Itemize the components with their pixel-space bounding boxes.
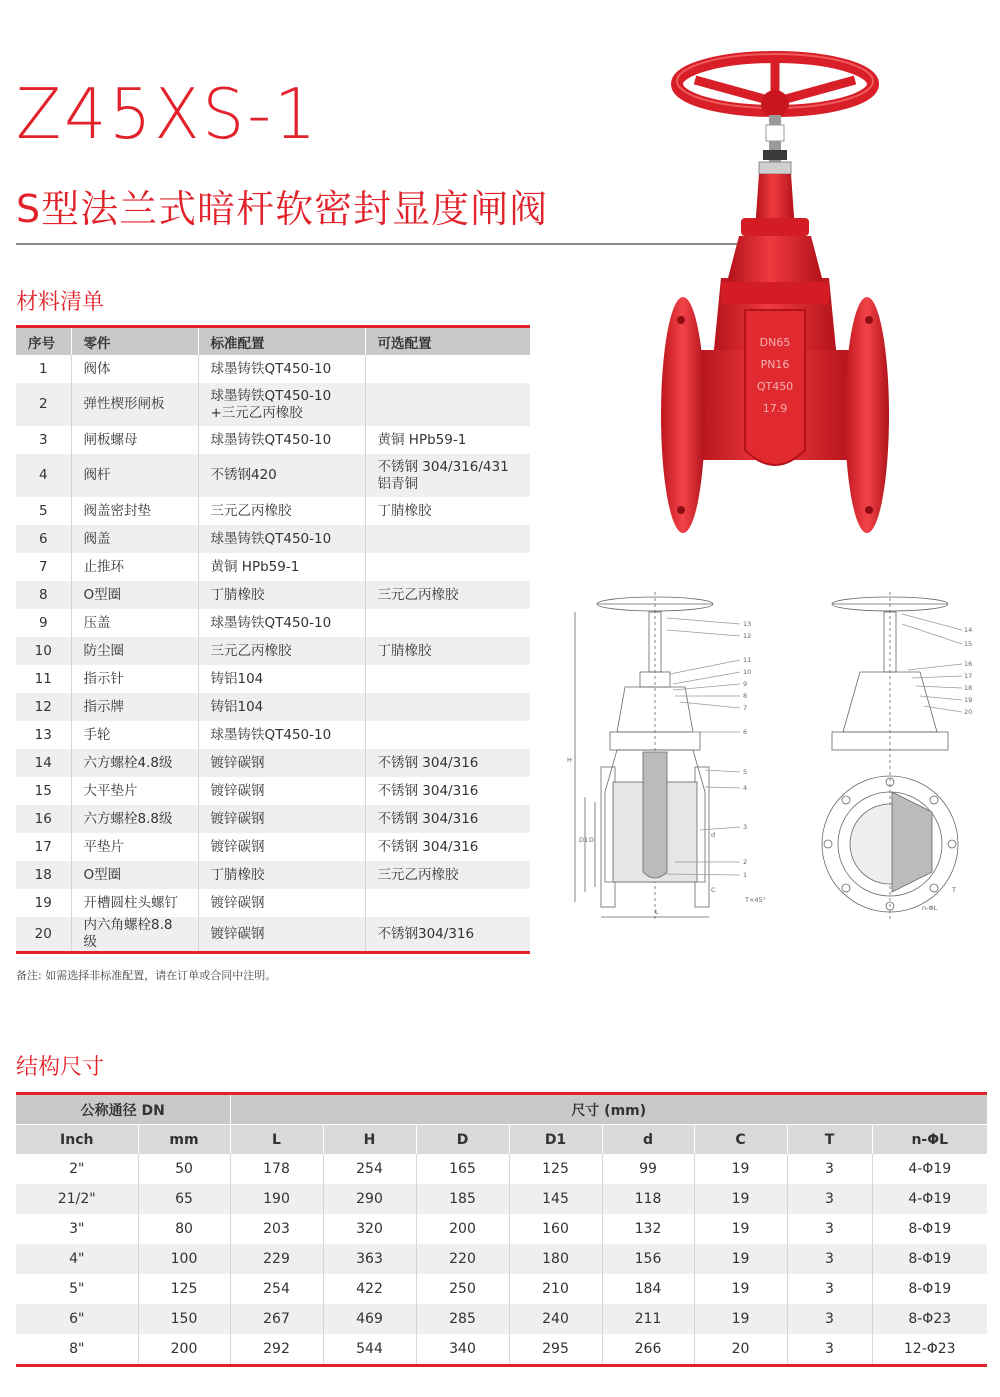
bom-cell-optional: 不锈钢 304/316 xyxy=(365,749,530,777)
bom-cell-optional: 三元乙丙橡胶 xyxy=(365,581,530,609)
dims-cell: 210 xyxy=(509,1274,602,1304)
dims-col-d1: D1 xyxy=(509,1125,602,1155)
bom-cell-optional: 不锈钢304/316 xyxy=(365,917,530,953)
dims-cell: 544 xyxy=(323,1334,416,1366)
bom-cell-standard: 球墨铸铁QT450-10 xyxy=(198,721,365,749)
bom-cell-optional xyxy=(365,609,530,637)
section-drawing xyxy=(555,592,775,927)
bom-row xyxy=(16,525,530,553)
bom-row xyxy=(16,889,530,917)
dims-cell: 118 xyxy=(602,1184,694,1214)
dims-cell: 240 xyxy=(509,1304,602,1334)
callout: 10 xyxy=(743,668,752,676)
callout: 20 xyxy=(964,708,973,716)
bom-cell-optional: 不锈钢 304/316 xyxy=(365,805,530,833)
dims-cell: 4" xyxy=(16,1244,138,1274)
bom-cell-standard: 球墨铸铁QT450-10 +三元乙丙橡胶 xyxy=(198,383,365,426)
dims-row xyxy=(16,1184,987,1214)
dims-cell: 422 xyxy=(323,1274,416,1304)
end-view-drawing xyxy=(812,592,992,927)
bom-row xyxy=(16,581,530,609)
bom-cell-index: 19 xyxy=(16,889,71,917)
dims-cell: 19 xyxy=(694,1214,787,1244)
dims-col-t: T xyxy=(787,1125,872,1155)
bom-cell-part: 弹性楔形闸板 xyxy=(71,383,198,426)
dims-col-l: L xyxy=(230,1125,323,1155)
dims-cell: 290 xyxy=(323,1184,416,1214)
dims-cell: 3 xyxy=(787,1334,872,1366)
casting-mark: DN65 xyxy=(759,336,791,349)
dim-label: d xyxy=(711,831,716,839)
bom-note: 备注: 如需选择非标准配置，请在订单或合同中注明。 xyxy=(16,969,277,982)
dims-cell: 254 xyxy=(323,1154,416,1184)
dims-cell: 3 xyxy=(787,1154,872,1184)
bom-cell-standard: 球墨铸铁QT450-10 xyxy=(198,525,365,553)
casting-mark: 17.9 xyxy=(762,402,788,415)
bom-cell-optional: 不锈钢 304/316/431 铝青铜 xyxy=(365,454,530,497)
dims-cell: 4-Φ19 xyxy=(872,1184,987,1214)
model-number: Z45XS-1 xyxy=(16,74,320,155)
bom-cell-optional xyxy=(365,525,530,553)
bom-row xyxy=(16,609,530,637)
bom-row xyxy=(16,637,530,665)
dims-cell: 8-Φ23 xyxy=(872,1304,987,1334)
bom-cell-part: 平垫片 xyxy=(71,833,198,861)
bom-row xyxy=(16,497,530,525)
dims-cell: 292 xyxy=(230,1334,323,1366)
bom-cell-optional xyxy=(365,693,530,721)
dims-cell: 295 xyxy=(509,1334,602,1366)
bom-cell-optional: 不锈钢 304/316 xyxy=(377,838,479,855)
bom-cell-optional xyxy=(365,553,530,581)
dims-cell: 100 xyxy=(138,1244,230,1274)
bom-row xyxy=(16,777,530,805)
dims-cell: 254 xyxy=(230,1274,323,1304)
dims-col-c: C xyxy=(694,1125,787,1155)
callout: 2 xyxy=(743,858,748,866)
bom-cell-part: O型圈 xyxy=(71,861,198,889)
bom-cell-index: 2 xyxy=(16,383,71,426)
bom-cell-standard: 球墨铸铁QT450-10 xyxy=(198,426,365,454)
dims-group-size: 尺寸 (mm) xyxy=(230,1094,987,1125)
bom-cell-part: 阀盖密封垫 xyxy=(71,497,198,525)
bom-row xyxy=(16,454,530,497)
bom-cell-part: 大平垫片 xyxy=(71,777,198,805)
callout: 13 xyxy=(743,620,752,628)
dims-cell: 150 xyxy=(138,1304,230,1334)
dims-row xyxy=(16,1274,987,1304)
bom-cell-optional: 三元乙丙橡胶 xyxy=(365,861,530,889)
dims-cell: 266 xyxy=(602,1334,694,1366)
bom-col-standard: 标准配置 xyxy=(198,327,365,356)
bom-col-optional: 可选配置 xyxy=(365,327,530,356)
bom-cell-index: 20 xyxy=(16,917,71,953)
dims-row xyxy=(16,1214,987,1244)
bom-cell-part: 防尘圈 xyxy=(71,637,198,665)
dims-cell: 180 xyxy=(509,1244,602,1274)
bom-cell-standard: 铸铝104 xyxy=(198,665,365,693)
bom-row xyxy=(16,665,530,693)
bom-cell-part: 压盖 xyxy=(71,609,198,637)
bom-row xyxy=(16,693,530,721)
callout: 8 xyxy=(743,692,748,700)
callout: 16 xyxy=(964,660,973,668)
bom-cell-standard: 三元乙丙橡胶 xyxy=(198,497,365,525)
bom-cell-part: 止推环 xyxy=(71,553,198,581)
dims-cell: 185 xyxy=(416,1184,509,1214)
bom-cell-optional: 黄铜 HPb59-1 xyxy=(377,431,467,448)
bom-cell-part: 六方螺栓4.8级 xyxy=(71,749,198,777)
dims-cell: 267 xyxy=(230,1304,323,1334)
dims-cell: 229 xyxy=(230,1244,323,1274)
dims-col-small-d: d xyxy=(602,1125,694,1155)
dims-cell: 125 xyxy=(509,1154,602,1184)
bom-cell-part: 阀盖 xyxy=(71,525,198,553)
bom-row xyxy=(16,426,530,454)
bom-cell-standard: 铸铝104 xyxy=(198,693,365,721)
bom-cell-standard: 镀锌碳钢 xyxy=(198,889,365,917)
dims-row xyxy=(16,1334,987,1366)
bom-cell-optional xyxy=(365,355,530,383)
bom-cell-standard: 球墨铸铁QT450-10 xyxy=(198,355,365,383)
title-divider xyxy=(16,243,746,245)
bom-row xyxy=(16,383,530,426)
callout: 17 xyxy=(964,672,973,680)
dims-cell: 250 xyxy=(416,1274,509,1304)
bom-cell-index: 17 xyxy=(16,833,71,861)
bom-table xyxy=(16,325,530,954)
bom-row xyxy=(16,721,530,749)
dims-cell: 156 xyxy=(602,1244,694,1274)
callout: 5 xyxy=(743,768,748,776)
dims-cell: 2" xyxy=(16,1154,138,1184)
dims-cell: 203 xyxy=(230,1214,323,1244)
bom-cell-standard: 丁腈橡胶 xyxy=(198,861,365,889)
dims-cell: 178 xyxy=(230,1154,323,1184)
casting-mark: PN16 xyxy=(760,358,790,371)
callout: 7 xyxy=(743,704,748,712)
bom-cell-index: 9 xyxy=(16,609,71,637)
dims-cell: 20 xyxy=(694,1334,787,1366)
dims-cell: 3 xyxy=(787,1304,872,1334)
bom-section-title: 材料清单 xyxy=(16,290,105,315)
bom-cell-standard: 镀锌碳钢 xyxy=(198,805,365,833)
dims-cell: 340 xyxy=(416,1334,509,1366)
bom-cell-optional xyxy=(365,889,530,917)
dim-label: D1 xyxy=(579,836,589,844)
dim-label: T xyxy=(952,886,956,894)
dim-label: D xyxy=(589,836,595,844)
callout: 19 xyxy=(964,696,973,704)
callout: 11 xyxy=(743,656,752,664)
bom-header-row xyxy=(16,327,530,356)
bom-cell-index: 13 xyxy=(16,721,71,749)
dim-label: T×45° xyxy=(745,896,766,904)
casting-mark: QT450 xyxy=(756,380,794,393)
callout: 4 xyxy=(743,784,748,792)
dims-cell: 132 xyxy=(602,1214,694,1244)
dims-cell: 4-Φ19 xyxy=(908,1161,952,1177)
dims-cell: 3 xyxy=(787,1214,872,1244)
bom-col-index: 序号 xyxy=(16,327,71,356)
bom-cell-part: 六方螺栓8.8级 xyxy=(71,805,198,833)
dims-cell: 19 xyxy=(694,1274,787,1304)
dims-row xyxy=(16,1244,987,1274)
bom-cell-standard: 不锈钢420 xyxy=(198,454,365,497)
bom-cell-index: 7 xyxy=(16,553,71,581)
bom-row xyxy=(16,553,530,581)
bom-cell-optional xyxy=(365,721,530,749)
dims-cell: 8-Φ19 xyxy=(908,1221,952,1237)
dims-row xyxy=(16,1304,987,1334)
bom-cell-optional: 丁腈橡胶 xyxy=(365,637,530,665)
dims-group-header-row xyxy=(16,1094,987,1125)
bom-cell-part: 指示针 xyxy=(71,665,198,693)
dims-cell: 3 xyxy=(787,1274,872,1304)
dims-col-mm: mm xyxy=(138,1125,230,1155)
handwheel-icon xyxy=(677,54,873,118)
valve-photo xyxy=(655,50,895,540)
callout: 14 xyxy=(964,626,973,634)
dims-col-h: H xyxy=(323,1125,416,1155)
dims-cell: 50 xyxy=(138,1154,230,1184)
bom-cell-index: 11 xyxy=(16,665,71,693)
dims-cell: 3 xyxy=(787,1184,872,1214)
dims-cell: 200 xyxy=(416,1214,509,1244)
dims-cell: 8-Φ19 xyxy=(872,1244,987,1274)
dims-cell: 5" xyxy=(16,1274,138,1304)
bom-cell-index: 6 xyxy=(16,525,71,553)
callout: 15 xyxy=(964,640,973,648)
dims-cell: 6" xyxy=(16,1304,138,1334)
dims-cell: 12-Φ23 xyxy=(872,1334,987,1366)
bom-cell-standard: 黄铜 HPb59-1 xyxy=(198,553,365,581)
bom-cell-index: 4 xyxy=(16,454,71,497)
bom-row xyxy=(16,805,530,833)
dims-cell: 19 xyxy=(694,1184,787,1214)
bom-cell-part: 闸板螺母 xyxy=(71,426,198,454)
dims-cell: 469 xyxy=(323,1304,416,1334)
dims-cell: 160 xyxy=(509,1214,602,1244)
bom-cell-part: 阀体 xyxy=(71,355,198,383)
dims-cell: 65 xyxy=(138,1184,230,1214)
product-title: S型法兰式暗杆软密封显度闸阀 xyxy=(16,187,549,231)
bom-cell-standard: 镀锌碳钢 xyxy=(198,917,365,953)
bom-cell-index: 1 xyxy=(16,355,71,383)
bom-cell-part: O型圈 xyxy=(71,581,198,609)
callout: 9 xyxy=(743,680,748,688)
dims-row xyxy=(16,1154,987,1184)
bom-cell-index: 18 xyxy=(16,861,71,889)
dim-label: n-ΦL xyxy=(922,904,938,912)
dims-cell: 190 xyxy=(230,1184,323,1214)
callout: 1 xyxy=(743,871,748,879)
bom-cell-optional: 丁腈橡胶 xyxy=(377,502,432,519)
bom-cell-part: 内六角螺栓8.8级 xyxy=(71,917,198,953)
bom-cell-standard: 镀锌碳钢 xyxy=(198,833,365,861)
dims-cell: 8" xyxy=(16,1334,138,1366)
bom-cell-standard: 镀锌碳钢 xyxy=(198,749,365,777)
dims-cell: 125 xyxy=(138,1274,230,1304)
dims-cell: 19 xyxy=(694,1154,787,1184)
dims-cell: 3" xyxy=(16,1214,138,1244)
dims-col-inch: Inch xyxy=(16,1125,138,1155)
dims-cell: 200 xyxy=(138,1334,230,1366)
dims-group-dn: 公称通径 DN xyxy=(16,1094,230,1125)
bom-cell-standard: 丁腈橡胶 xyxy=(198,581,365,609)
dims-cell: 19 xyxy=(694,1304,787,1334)
callout: 3 xyxy=(743,823,748,831)
dimensions-table xyxy=(16,1092,987,1367)
bom-row xyxy=(16,917,530,953)
bom-cell-index: 3 xyxy=(16,426,71,454)
dims-cell: 320 xyxy=(323,1214,416,1244)
bom-cell-standard: 球墨铸铁QT450-10 xyxy=(198,609,365,637)
dims-cell: 19 xyxy=(694,1244,787,1274)
dims-cell: 285 xyxy=(416,1304,509,1334)
bom-cell-index: 16 xyxy=(16,805,71,833)
bom-cell-index: 10 xyxy=(16,637,71,665)
dims-cell: 211 xyxy=(602,1304,694,1334)
dimensions-section-title: 结构尺寸 xyxy=(16,1055,105,1080)
bom-cell-optional: 不锈钢 304/316 xyxy=(377,782,479,799)
callout: 18 xyxy=(964,684,973,692)
bom-cell-index: 8 xyxy=(16,581,71,609)
bom-cell-part: 手轮 xyxy=(71,721,198,749)
bom-col-part: 零件 xyxy=(71,327,198,356)
callout: 12 xyxy=(743,632,752,640)
dims-cell: 3 xyxy=(787,1244,872,1274)
bom-cell-optional xyxy=(365,383,530,426)
bom-cell-index: 14 xyxy=(16,749,71,777)
dims-cell: 220 xyxy=(416,1244,509,1274)
bom-row xyxy=(16,749,530,777)
dim-label: C xyxy=(711,886,716,894)
bom-cell-part: 开槽圆柱头螺钉 xyxy=(71,889,198,917)
bom-row xyxy=(16,861,530,889)
dims-col-n-holes: n-ΦL xyxy=(872,1125,987,1155)
dims-cell: 8-Φ19 xyxy=(908,1281,952,1297)
dims-cell: 99 xyxy=(602,1154,694,1184)
bom-cell-index: 5 xyxy=(16,497,71,525)
bom-cell-standard: 镀锌碳钢 xyxy=(198,777,365,805)
dims-cell: 80 xyxy=(138,1214,230,1244)
bom-cell-part: 指示牌 xyxy=(71,693,198,721)
dim-label: L xyxy=(655,908,659,916)
bom-row xyxy=(16,355,530,383)
dims-cell: 363 xyxy=(323,1244,416,1274)
dims-cell: 184 xyxy=(602,1274,694,1304)
dims-cell: 21/2" xyxy=(16,1184,138,1214)
dim-label: H xyxy=(567,756,572,764)
bom-cell-index: 12 xyxy=(16,693,71,721)
bom-cell-index: 15 xyxy=(16,777,71,805)
dims-cell: 165 xyxy=(416,1154,509,1184)
bom-cell-optional xyxy=(365,665,530,693)
bom-row xyxy=(16,833,530,861)
dims-header-row xyxy=(16,1125,987,1155)
callout: 6 xyxy=(743,728,748,736)
bom-cell-standard: 三元乙丙橡胶 xyxy=(198,637,365,665)
bom-cell-part: 阀杆 xyxy=(71,454,198,497)
dims-cell: 145 xyxy=(509,1184,602,1214)
dims-col-d: D xyxy=(416,1125,509,1155)
